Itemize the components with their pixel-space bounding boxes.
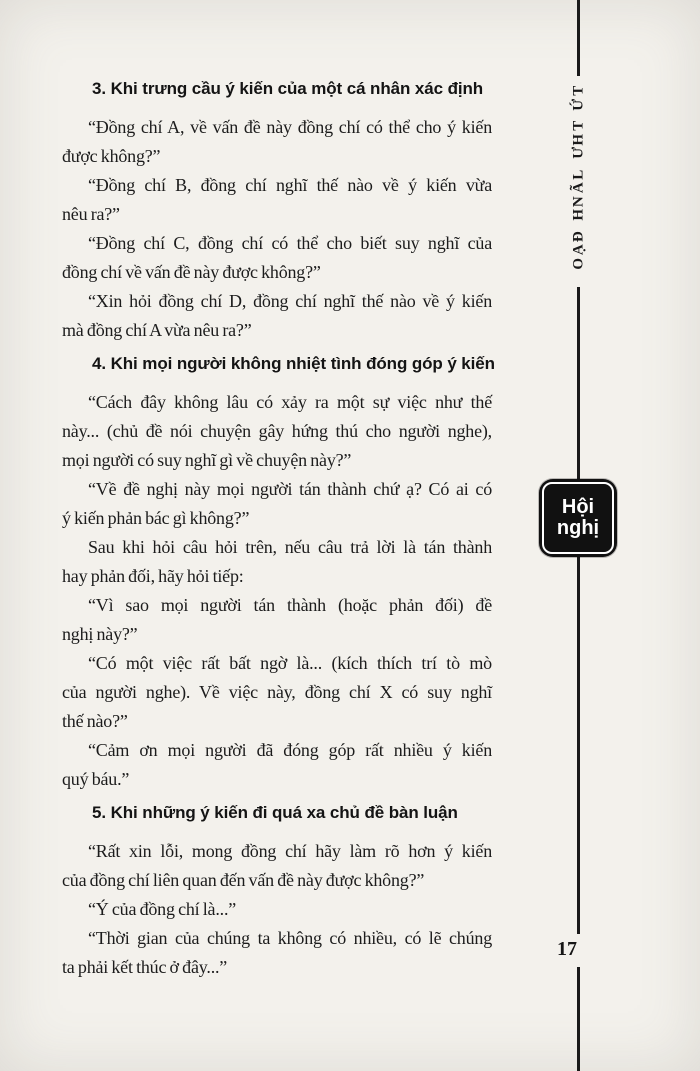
paragraph-line: “Về đề nghị này mọi người tán thành chứ ạ? Có ai có bbox=[88, 479, 492, 499]
paragraph-line: của đồng chí liên quan đến vấn đề này được không?” bbox=[62, 870, 425, 890]
spine-rule-segment bbox=[577, 287, 580, 479]
paragraph bbox=[62, 895, 492, 924]
paragraph-line: quý báu.” bbox=[62, 769, 130, 789]
paragraph bbox=[62, 229, 492, 287]
paragraph-line: “Xin hỏi đồng chí D, đồng chí nghĩ thế nào về ý kiến bbox=[88, 291, 492, 311]
section-heading: 5. Khi những ý kiến đi quá xa chủ đề bàn luận bbox=[92, 803, 458, 822]
paragraph bbox=[62, 649, 492, 736]
paragraph bbox=[62, 533, 492, 591]
paragraph-line: “Đồng chí B, đồng chí nghĩ thế nào về ý kiến vừa bbox=[88, 175, 492, 195]
paragraph-line: nêu ra?” bbox=[62, 204, 120, 224]
title-char: H bbox=[570, 208, 587, 221]
paragraph-line: “Đồng chí C, đồng chí có thể cho biết suy nghĩ của bbox=[88, 233, 492, 253]
paragraph-line: thế nào?” bbox=[62, 711, 128, 731]
chapter-badge-frame bbox=[542, 482, 614, 554]
paragraph bbox=[62, 475, 492, 533]
title-char: N bbox=[570, 195, 587, 207]
title-char: Ạ bbox=[570, 244, 587, 256]
paragraph-line: ta phải kết thúc ở đây...” bbox=[62, 957, 228, 977]
section-heading: 3. Khi trưng cầu ý kiến của một cá nhân xác định bbox=[92, 79, 484, 98]
chapter-badge bbox=[539, 479, 617, 557]
paragraph-line: “Vì sao mọi người tán thành (hoặc phản đối) đề bbox=[88, 595, 492, 615]
spine-rule-segment bbox=[577, 0, 580, 76]
title-char: T bbox=[570, 85, 587, 96]
paragraph-line: “Thời gian của chúng ta không có nhiều, có lẽ chúng bbox=[88, 928, 492, 948]
paragraph-line: nghị này?” bbox=[62, 624, 138, 644]
paragraph-line: đồng chí về vấn đề này được không?” bbox=[62, 262, 321, 282]
paragraph-line: Sau khi hỏi câu hỏi trên, nếu câu trả lời là tán thành bbox=[88, 537, 492, 557]
paragraph-line: “Có một việc rất bất ngờ là... (kích thích trí tò mò bbox=[88, 653, 492, 673]
title-char: O bbox=[570, 257, 587, 270]
page-body bbox=[62, 70, 495, 982]
paragraph-line: mọi người có suy nghĩ gì về chuyện này?” bbox=[62, 450, 352, 470]
paragraph bbox=[62, 171, 492, 229]
paragraph bbox=[62, 837, 492, 895]
paragraph bbox=[62, 736, 492, 794]
chapter-badge-line1: Hội bbox=[561, 496, 595, 518]
page-number: 17 bbox=[557, 938, 577, 960]
paragraph-line: mà đồng chí A vừa nêu ra?” bbox=[62, 320, 252, 340]
paragraph-line: “Rất xin lỗi, mong đồng chí hãy làm rõ hơn ý kiến bbox=[88, 841, 492, 861]
title-char: Đ bbox=[570, 230, 587, 242]
chapter-badge-line2: nghị bbox=[556, 517, 600, 539]
title-char: H bbox=[570, 133, 587, 146]
paragraph bbox=[62, 924, 492, 982]
book-title-vertical bbox=[564, 84, 594, 270]
paragraph-line: được không?” bbox=[62, 146, 161, 166]
section-heading: 4. Khi mọi người không nhiệt tình đóng góp ý kiến bbox=[92, 354, 495, 373]
title-char: Ứ bbox=[570, 98, 587, 111]
spine-rule-segment bbox=[577, 557, 580, 934]
paragraph-line: “Cảm ơn mọi người đã đóng góp rất nhiều ý kiến bbox=[88, 740, 492, 760]
title-char: Ã bbox=[570, 182, 587, 194]
paragraph-line: “Ý của đồng chí là...” bbox=[88, 899, 237, 919]
title-char: T bbox=[570, 120, 587, 131]
spine-rule-segment bbox=[577, 967, 580, 1071]
paragraph-line: “Cách đây không lâu có xảy ra một sự việc như thế bbox=[88, 392, 492, 412]
paragraph bbox=[62, 113, 492, 171]
paragraph-line: của người nghe). Về việc này, đồng chí X có suy nghĩ bbox=[62, 682, 492, 702]
title-char: L bbox=[570, 169, 587, 180]
title-char: Ư bbox=[570, 146, 587, 159]
paragraph bbox=[62, 388, 492, 475]
paragraph-line: này... (chủ đề nói chuyện gây hứng thú cho người nghe), bbox=[62, 421, 492, 441]
paragraph bbox=[62, 287, 492, 345]
paragraph-line: hay phản đối, hãy hỏi tiếp: bbox=[62, 566, 244, 586]
paragraph-line: “Đồng chí A, về vấn đề này đồng chí có thể cho ý kiến bbox=[88, 117, 492, 137]
paragraph-line: ý kiến phản bác gì không?” bbox=[62, 508, 250, 528]
paragraph bbox=[62, 591, 492, 649]
